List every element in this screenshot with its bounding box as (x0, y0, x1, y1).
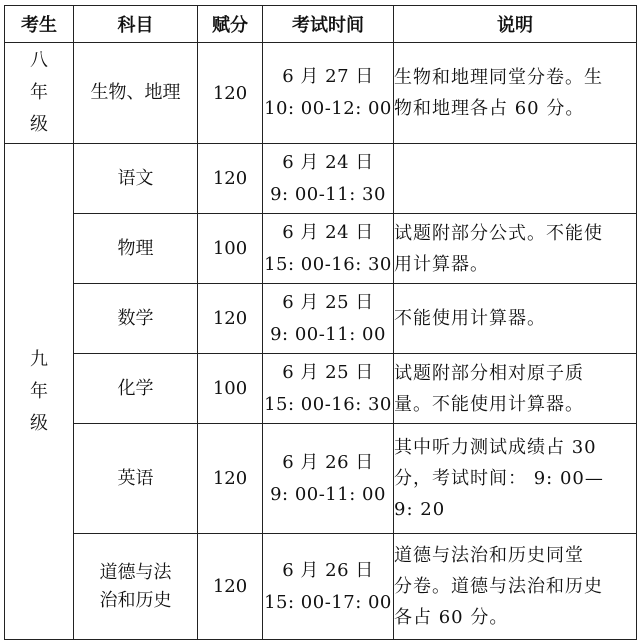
note-line: 试题附部分公式。不能使 (394, 222, 603, 244)
subject-text: 化学 (117, 377, 154, 399)
exam-time: 9: 00-11: 00 (270, 483, 386, 505)
time-cell (263, 284, 394, 354)
time-cell (263, 144, 394, 214)
note-line: 用计算器。 (394, 253, 489, 275)
exam-date: 6 月 25 日 (282, 291, 374, 313)
subject-cell (74, 43, 198, 144)
table-row (5, 214, 637, 284)
grade-char: 年 (30, 82, 48, 103)
header-row (5, 6, 637, 43)
table-row (5, 144, 637, 214)
exam-date: 6 月 24 日 (282, 151, 374, 173)
note-line: 其中听力测试成绩占 30 (394, 437, 597, 458)
note-line: 生物和地理同堂分卷。生 (394, 67, 603, 88)
grade-cell (5, 43, 74, 144)
grade-char: 级 (30, 412, 48, 434)
time-cell (263, 43, 394, 144)
table-row (5, 424, 637, 534)
note-cell (394, 214, 637, 284)
table-row (5, 43, 637, 144)
subject-text: 英语 (117, 467, 154, 489)
header-subject: 科目 (74, 6, 198, 43)
exam-date: 6 月 26 日 (282, 559, 374, 581)
header-score: 赋分 (198, 6, 263, 43)
subject-cell (74, 354, 198, 424)
header-grade: 考生 (5, 6, 74, 43)
subject-cell (74, 424, 198, 534)
note-line: 物和地理各占 60 分。 (394, 98, 585, 119)
exam-date: 6 月 27 日 (282, 66, 374, 87)
exam-time: 15: 00-16: 30 (264, 393, 392, 415)
exam-date: 6 月 25 日 (282, 361, 374, 383)
note-line: 分卷。道德与法治和历史 (394, 576, 603, 597)
grade-char: 九 (30, 348, 48, 370)
note-line: 试题附部分相对原子质 (394, 362, 584, 384)
grade-char: 八 (30, 50, 48, 71)
subject-text: 道德与法 (99, 561, 172, 583)
score-cell: 100 (198, 214, 263, 284)
time-cell (263, 214, 394, 284)
note-line: 量。不能使用计算器。 (394, 393, 584, 415)
note-line: 道德与法治和历史同堂 (394, 545, 584, 566)
subject-cell (74, 214, 198, 284)
subject-text: 治和历史 (99, 589, 172, 611)
note-line: 9: 20 (394, 499, 446, 520)
exam-time: 15: 00-16: 30 (264, 253, 392, 275)
subject-cell (74, 284, 198, 354)
subject-text: 生物、地理 (90, 82, 181, 103)
header-note: 说明 (394, 6, 637, 43)
grade-char: 年 (30, 380, 48, 402)
subject-cell (74, 144, 198, 214)
score-cell: 120 (198, 144, 263, 214)
note-line: 不能使用计算器。 (394, 308, 546, 329)
exam-time: 9: 00-11: 00 (270, 323, 386, 345)
note-cell (394, 43, 637, 144)
note-cell (394, 284, 637, 354)
table-row (5, 354, 637, 424)
score-cell: 120 (198, 534, 263, 640)
note-cell (394, 354, 637, 424)
table-row (5, 284, 637, 354)
time-cell (263, 354, 394, 424)
time-cell (263, 424, 394, 534)
note-cell (394, 424, 637, 534)
subject-text: 数学 (117, 307, 154, 329)
exam-time: 15: 00-17: 00 (264, 591, 392, 613)
exam-date: 6 月 26 日 (282, 451, 374, 473)
note-cell (394, 144, 637, 214)
exam-time: 10: 00-12: 00 (264, 98, 392, 119)
exam-date: 6 月 24 日 (282, 221, 374, 243)
score-cell: 120 (198, 284, 263, 354)
score-cell: 120 (198, 424, 263, 534)
subject-text: 物理 (117, 237, 154, 259)
score-cell: 120 (198, 43, 263, 144)
exam-schedule-table (4, 5, 637, 640)
note-cell (394, 534, 637, 640)
exam-time: 9: 00-11: 30 (270, 183, 386, 205)
table-row (5, 534, 637, 640)
subject-text: 语文 (117, 167, 154, 189)
note-line: 分，考试时间： 9: 00— (394, 468, 604, 489)
note-line: 各占 60 分。 (394, 607, 509, 628)
subject-cell (74, 534, 198, 640)
grade-cell (5, 144, 74, 640)
time-cell (263, 534, 394, 640)
score-cell: 100 (198, 354, 263, 424)
grade-char: 级 (30, 114, 48, 135)
header-time: 考试时间 (263, 6, 394, 43)
